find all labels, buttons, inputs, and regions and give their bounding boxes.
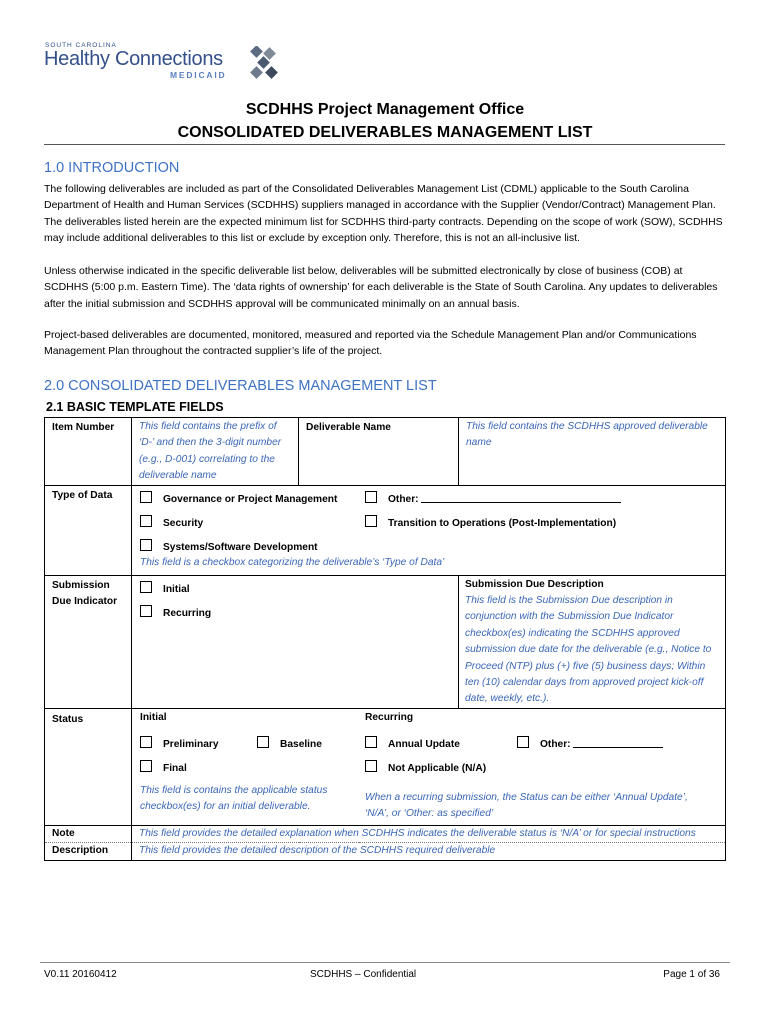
description-label: Description xyxy=(45,843,132,861)
status-recurring-desc: When a recurring submission, the Status can be either ‘Annual Update’, ‘N/A’, or ‘Other: as specified’ xyxy=(365,791,688,820)
final-checkbox[interactable] xyxy=(140,760,152,772)
status-label: Status xyxy=(45,708,132,825)
deliverable-name-label: Deliverable Name xyxy=(299,418,459,486)
page-footer xyxy=(40,962,730,980)
recurring-checkbox[interactable] xyxy=(140,605,152,617)
template-fields-heading: 2.1 BASIC TEMPLATE FIELDS xyxy=(46,400,224,414)
systems-checkbox[interactable] xyxy=(140,539,152,551)
not-applicable-checkbox[interactable] xyxy=(365,760,377,772)
title-divider xyxy=(44,144,725,145)
option-annual-update: Annual Update xyxy=(365,736,460,750)
item-number-desc: This field contains the prefix of ‘D-’ and then the 3-digit number (e.g., D-001) correlating to the deliverable name xyxy=(139,421,282,482)
footer-version: V0.11 20160412 xyxy=(44,969,117,980)
submission-due-desc-title: Submission Due Description xyxy=(465,578,604,590)
option-governance: Governance or Project Management xyxy=(140,491,337,505)
logo-mark-icon xyxy=(250,46,280,80)
logo-state: SOUTH CAROLINA xyxy=(45,42,117,49)
option-initial: Initial xyxy=(140,581,190,595)
type-of-data-label: Type of Data xyxy=(45,485,132,575)
option-transition: Transition to Operations (Post-Implementation) xyxy=(365,515,616,529)
option-final: Final xyxy=(140,760,187,774)
note-desc: This field provides the detailed explanation when SCDHHS indicates the deliverable status is ‘N/A’ or for special instructions xyxy=(139,827,696,839)
description-desc: This field provides the detailed description of the SCDHHS required deliverable xyxy=(139,845,496,857)
item-number-row xyxy=(45,418,726,486)
logo-name: Healthy Connections xyxy=(44,48,223,70)
status-recurring-head: Recurring xyxy=(365,711,414,723)
page-subtitle: CONSOLIDATED DELIVERABLES MANAGEMENT LIST xyxy=(177,124,593,141)
deliverable-name-desc: This field contains the SCDHHS approved deliverable name xyxy=(466,421,708,449)
footer-classification: SCDHHS – Confidential xyxy=(310,969,417,980)
option-baseline: Baseline xyxy=(257,736,322,750)
type-of-data-desc: This field is a checkbox categorizing the deliverable’s ‘Type of Data’ xyxy=(140,556,445,568)
note-label: Note xyxy=(45,825,132,843)
status-row xyxy=(45,708,726,825)
footer-page-number: Page 1 of 36 xyxy=(663,969,720,980)
template-fields-table xyxy=(44,417,726,861)
status-initial-desc: This field is contains the applicable status checkbox(es) for an initial deliverable. xyxy=(140,784,328,813)
option-systems: Systems/Software Development xyxy=(140,539,318,553)
item-number-label: Item Number xyxy=(45,418,132,486)
governance-checkbox[interactable] xyxy=(140,491,152,503)
option-preliminary: Preliminary xyxy=(140,736,219,750)
option-security: Security xyxy=(140,515,203,529)
option-other-type: Other: xyxy=(365,491,621,505)
intro-paragraph-1: The following deliverables are included as part of the Consolidated Deliverables Management List (CDML) applicable to the South Carolina Department of Health and Human Services (SCDHHS) suppliers managed in accordance with the Supplier (Vendor/Contract) Management Plan. The deliverables listed herein are the expected minimum list for SCDHHS third-party contracts. Depending on the scope of work (SOW), SCDHHS may include additional deliverables to this list or exclude by exception only. Therefore, this is not an all-inclusive list. xyxy=(44,183,723,245)
transition-checkbox[interactable] xyxy=(365,515,377,527)
option-not-applicable: Not Applicable (N/A) xyxy=(365,760,486,774)
description-row xyxy=(45,843,726,861)
option-recurring: Recurring xyxy=(140,605,211,619)
security-checkbox[interactable] xyxy=(140,515,152,527)
other-status-line[interactable] xyxy=(573,737,663,748)
other-status-checkbox[interactable] xyxy=(517,736,529,748)
note-row xyxy=(45,825,726,843)
submission-due-indicator-label: Submission Due Indicator xyxy=(45,575,132,708)
intro-paragraph-3: Project-based deliverables are documented, monitored, measured and reported via the Schedule Management Plan and/or Communications Management Plan throughout the contracted supplier’s life of the project. xyxy=(44,329,697,358)
other-type-checkbox[interactable] xyxy=(365,491,377,503)
intro-heading: 1.0 INTRODUCTION xyxy=(44,160,180,176)
submission-row xyxy=(45,575,726,708)
other-type-line[interactable] xyxy=(421,492,621,503)
type-of-data-row xyxy=(45,485,726,575)
annual-update-checkbox[interactable] xyxy=(365,736,377,748)
option-other-status: Other: xyxy=(517,736,663,750)
intro-paragraph-2: Unless otherwise indicated in the specific deliverable list below, deliverables will be submitted electronically by close of business (COB) at SCDHHS (5:00 p.m. Eastern Time). The ‘data rights of ownership’ for each deliverable is the State of South Carolina. Any updates to deliverables after the initial submission and SCDHHS approval will be communicated minimally on an annual basis. xyxy=(44,265,718,310)
logo-program: MEDICAID xyxy=(170,70,227,80)
preliminary-checkbox[interactable] xyxy=(140,736,152,748)
initial-checkbox[interactable] xyxy=(140,581,152,593)
submission-due-desc: This field is the Submission Due description in conjunction with the Submission Due Indicator checkbox(es) indicating the SCDHHS approved submission due date for the deliverable (e.g., Notice to Proceed (NTP) plus (+) five (5) business days; Within ten (10) calendar days from approved project kick-off date, weekly, etc.). xyxy=(465,595,712,705)
cdml-heading: 2.0 CONSOLIDATED DELIVERABLES MANAGEMENT LIST xyxy=(44,378,437,394)
page-title: SCDHHS Project Management Office xyxy=(245,101,525,118)
status-initial-head: Initial xyxy=(140,711,167,723)
baseline-checkbox[interactable] xyxy=(257,736,269,748)
